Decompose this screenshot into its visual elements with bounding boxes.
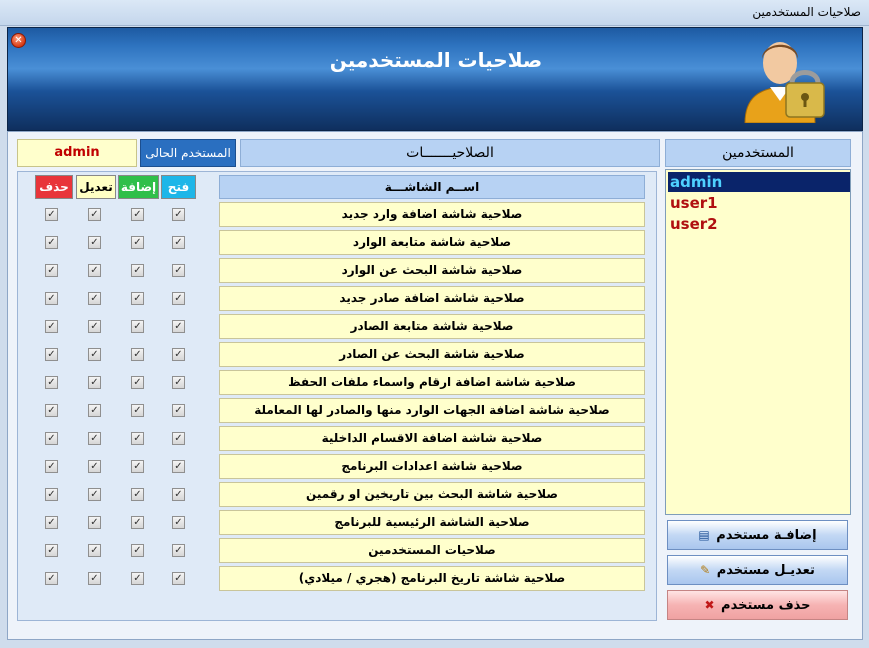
permission-add-checkbox[interactable]: ✓ bbox=[131, 544, 144, 557]
permission-add-checkbox[interactable]: ✓ bbox=[131, 264, 144, 277]
permission-add-checkbox[interactable]: ✓ bbox=[131, 404, 144, 417]
permission-edit-checkbox[interactable]: ✓ bbox=[88, 264, 101, 277]
user-list-item[interactable]: user2 bbox=[670, 215, 718, 233]
user-list-item[interactable]: admin bbox=[668, 172, 850, 192]
permission-delete-checkbox[interactable]: ✓ bbox=[45, 264, 58, 277]
permission-open-checkbox[interactable]: ✓ bbox=[172, 432, 185, 445]
permission-delete-checkbox[interactable]: ✓ bbox=[45, 460, 58, 473]
permission-edit-checkbox[interactable]: ✓ bbox=[88, 516, 101, 529]
permission-add-checkbox[interactable]: ✓ bbox=[131, 348, 144, 361]
permission-open-checkbox[interactable]: ✓ bbox=[172, 488, 185, 501]
header-banner bbox=[7, 27, 863, 131]
permission-open-checkbox[interactable]: ✓ bbox=[172, 236, 185, 249]
permission-edit-checkbox[interactable]: ✓ bbox=[88, 208, 101, 221]
permission-edit-checkbox[interactable]: ✓ bbox=[88, 236, 101, 249]
permission-edit-checkbox[interactable]: ✓ bbox=[88, 544, 101, 557]
permission-row-label: صلاحية شاشة البحث بين تاريخين او رقمين bbox=[219, 482, 645, 507]
delete-user-button[interactable] bbox=[667, 590, 848, 620]
permission-delete-checkbox[interactable]: ✓ bbox=[45, 236, 58, 249]
permission-row-label: صلاحية شاشة اضافة صادر جديد bbox=[219, 286, 645, 311]
add-user-button[interactable] bbox=[667, 520, 848, 550]
permissions-panel-title: الصلاحيـــــــات bbox=[240, 139, 660, 167]
permission-row-label: صلاحية شاشة اضافة الجهات الوارد منها والصادر لها المعاملة bbox=[219, 398, 645, 423]
delete-user-button-label: حذف مستخدم bbox=[721, 598, 811, 613]
permission-add-checkbox[interactable]: ✓ bbox=[131, 236, 144, 249]
permission-delete-checkbox[interactable]: ✓ bbox=[45, 208, 58, 221]
permission-open-checkbox[interactable]: ✓ bbox=[172, 348, 185, 361]
page-title: صلاحيات المستخدمين bbox=[329, 48, 543, 72]
pencil-icon: ✎ bbox=[700, 563, 711, 577]
permission-open-checkbox[interactable]: ✓ bbox=[172, 264, 185, 277]
column-screen-name-header: اســم الشاشـــة bbox=[219, 175, 645, 199]
permission-row-label: صلاحية شاشة اضافة وارد جديد bbox=[219, 202, 645, 227]
permission-add-checkbox[interactable]: ✓ bbox=[131, 292, 144, 305]
delete-user-icon: ✖ bbox=[704, 598, 715, 612]
add-user-icon: ▤ bbox=[698, 528, 710, 542]
window-titlebar bbox=[0, 0, 869, 26]
permission-delete-checkbox[interactable]: ✓ bbox=[45, 348, 58, 361]
permission-add-checkbox[interactable]: ✓ bbox=[131, 460, 144, 473]
permission-row-label: صلاحية شاشة تاريخ البرنامج (هجري / ميلادي) bbox=[219, 566, 645, 591]
permission-edit-checkbox[interactable]: ✓ bbox=[88, 460, 101, 473]
edit-user-button-label: تعديـل مستخدم bbox=[716, 563, 815, 578]
permission-row-label: صلاحية شاشة اضافة ارقام واسماء ملفات الحفظ bbox=[219, 370, 645, 395]
permission-open-checkbox[interactable]: ✓ bbox=[172, 460, 185, 473]
column-open-header: فتح bbox=[161, 175, 196, 199]
current-user-value: admin bbox=[17, 139, 137, 167]
permission-row-label: صلاحية شاشة اعدادات البرنامج bbox=[219, 454, 645, 479]
permission-delete-checkbox[interactable]: ✓ bbox=[45, 432, 58, 445]
permission-open-checkbox[interactable]: ✓ bbox=[172, 208, 185, 221]
permission-row-label: صلاحية الشاشة الرئيسية للبرنامج bbox=[219, 510, 645, 535]
permission-edit-checkbox[interactable]: ✓ bbox=[88, 348, 101, 361]
user-lock-icon bbox=[740, 31, 830, 123]
permission-add-checkbox[interactable]: ✓ bbox=[131, 572, 144, 585]
users-panel-title: المستخدمين bbox=[665, 139, 851, 167]
permission-add-checkbox[interactable]: ✓ bbox=[131, 432, 144, 445]
permission-edit-checkbox[interactable]: ✓ bbox=[88, 572, 101, 585]
permission-row-label: صلاحية شاشة متابعة الصادر bbox=[219, 314, 645, 339]
permission-delete-checkbox[interactable]: ✓ bbox=[45, 516, 58, 529]
permission-open-checkbox[interactable]: ✓ bbox=[172, 516, 185, 529]
add-user-button-label: إضافـة مستخدم bbox=[716, 528, 817, 543]
permission-delete-checkbox[interactable]: ✓ bbox=[45, 292, 58, 305]
permission-open-checkbox[interactable]: ✓ bbox=[172, 404, 185, 417]
current-user-label: المستخدم الحالى bbox=[140, 139, 236, 167]
permission-row-label: صلاحية شاشة البحث عن الوارد bbox=[219, 258, 645, 283]
users-list[interactable] bbox=[665, 169, 851, 515]
permission-edit-checkbox[interactable]: ✓ bbox=[88, 488, 101, 501]
permission-open-checkbox[interactable]: ✓ bbox=[172, 572, 185, 585]
user-list-item[interactable]: user1 bbox=[670, 194, 718, 212]
permission-edit-checkbox[interactable]: ✓ bbox=[88, 432, 101, 445]
permission-row-label: صلاحيات المستخدمين bbox=[219, 538, 645, 563]
column-delete-header: حذف bbox=[35, 175, 73, 199]
permission-open-checkbox[interactable]: ✓ bbox=[172, 544, 185, 557]
permission-delete-checkbox[interactable]: ✓ bbox=[45, 488, 58, 501]
permission-add-checkbox[interactable]: ✓ bbox=[131, 376, 144, 389]
permission-row-label: صلاحية شاشة البحث عن الصادر bbox=[219, 342, 645, 367]
permission-add-checkbox[interactable]: ✓ bbox=[131, 516, 144, 529]
permission-delete-checkbox[interactable]: ✓ bbox=[45, 376, 58, 389]
permission-edit-checkbox[interactable]: ✓ bbox=[88, 320, 101, 333]
edit-user-button[interactable] bbox=[667, 555, 848, 585]
permission-open-checkbox[interactable]: ✓ bbox=[172, 376, 185, 389]
permission-edit-checkbox[interactable]: ✓ bbox=[88, 376, 101, 389]
window-title: صلاحيات المستخدمين bbox=[752, 5, 861, 19]
permission-edit-checkbox[interactable]: ✓ bbox=[88, 292, 101, 305]
permission-delete-checkbox[interactable]: ✓ bbox=[45, 544, 58, 557]
permission-delete-checkbox[interactable]: ✓ bbox=[45, 320, 58, 333]
close-icon[interactable]: ✕ bbox=[11, 33, 26, 48]
permission-add-checkbox[interactable]: ✓ bbox=[131, 208, 144, 221]
permission-delete-checkbox[interactable]: ✓ bbox=[45, 572, 58, 585]
column-edit-header: تعديل bbox=[76, 175, 116, 199]
permission-delete-checkbox[interactable]: ✓ bbox=[45, 404, 58, 417]
permission-add-checkbox[interactable]: ✓ bbox=[131, 488, 144, 501]
permission-add-checkbox[interactable]: ✓ bbox=[131, 320, 144, 333]
permission-row-label: صلاحية شاشة متابعة الوارد bbox=[219, 230, 645, 255]
permission-edit-checkbox[interactable]: ✓ bbox=[88, 404, 101, 417]
permission-open-checkbox[interactable]: ✓ bbox=[172, 320, 185, 333]
column-add-header: إضافة bbox=[118, 175, 159, 199]
permission-row-label: صلاحية شاشة اضافة الاقسام الداخلية bbox=[219, 426, 645, 451]
permission-open-checkbox[interactable]: ✓ bbox=[172, 292, 185, 305]
